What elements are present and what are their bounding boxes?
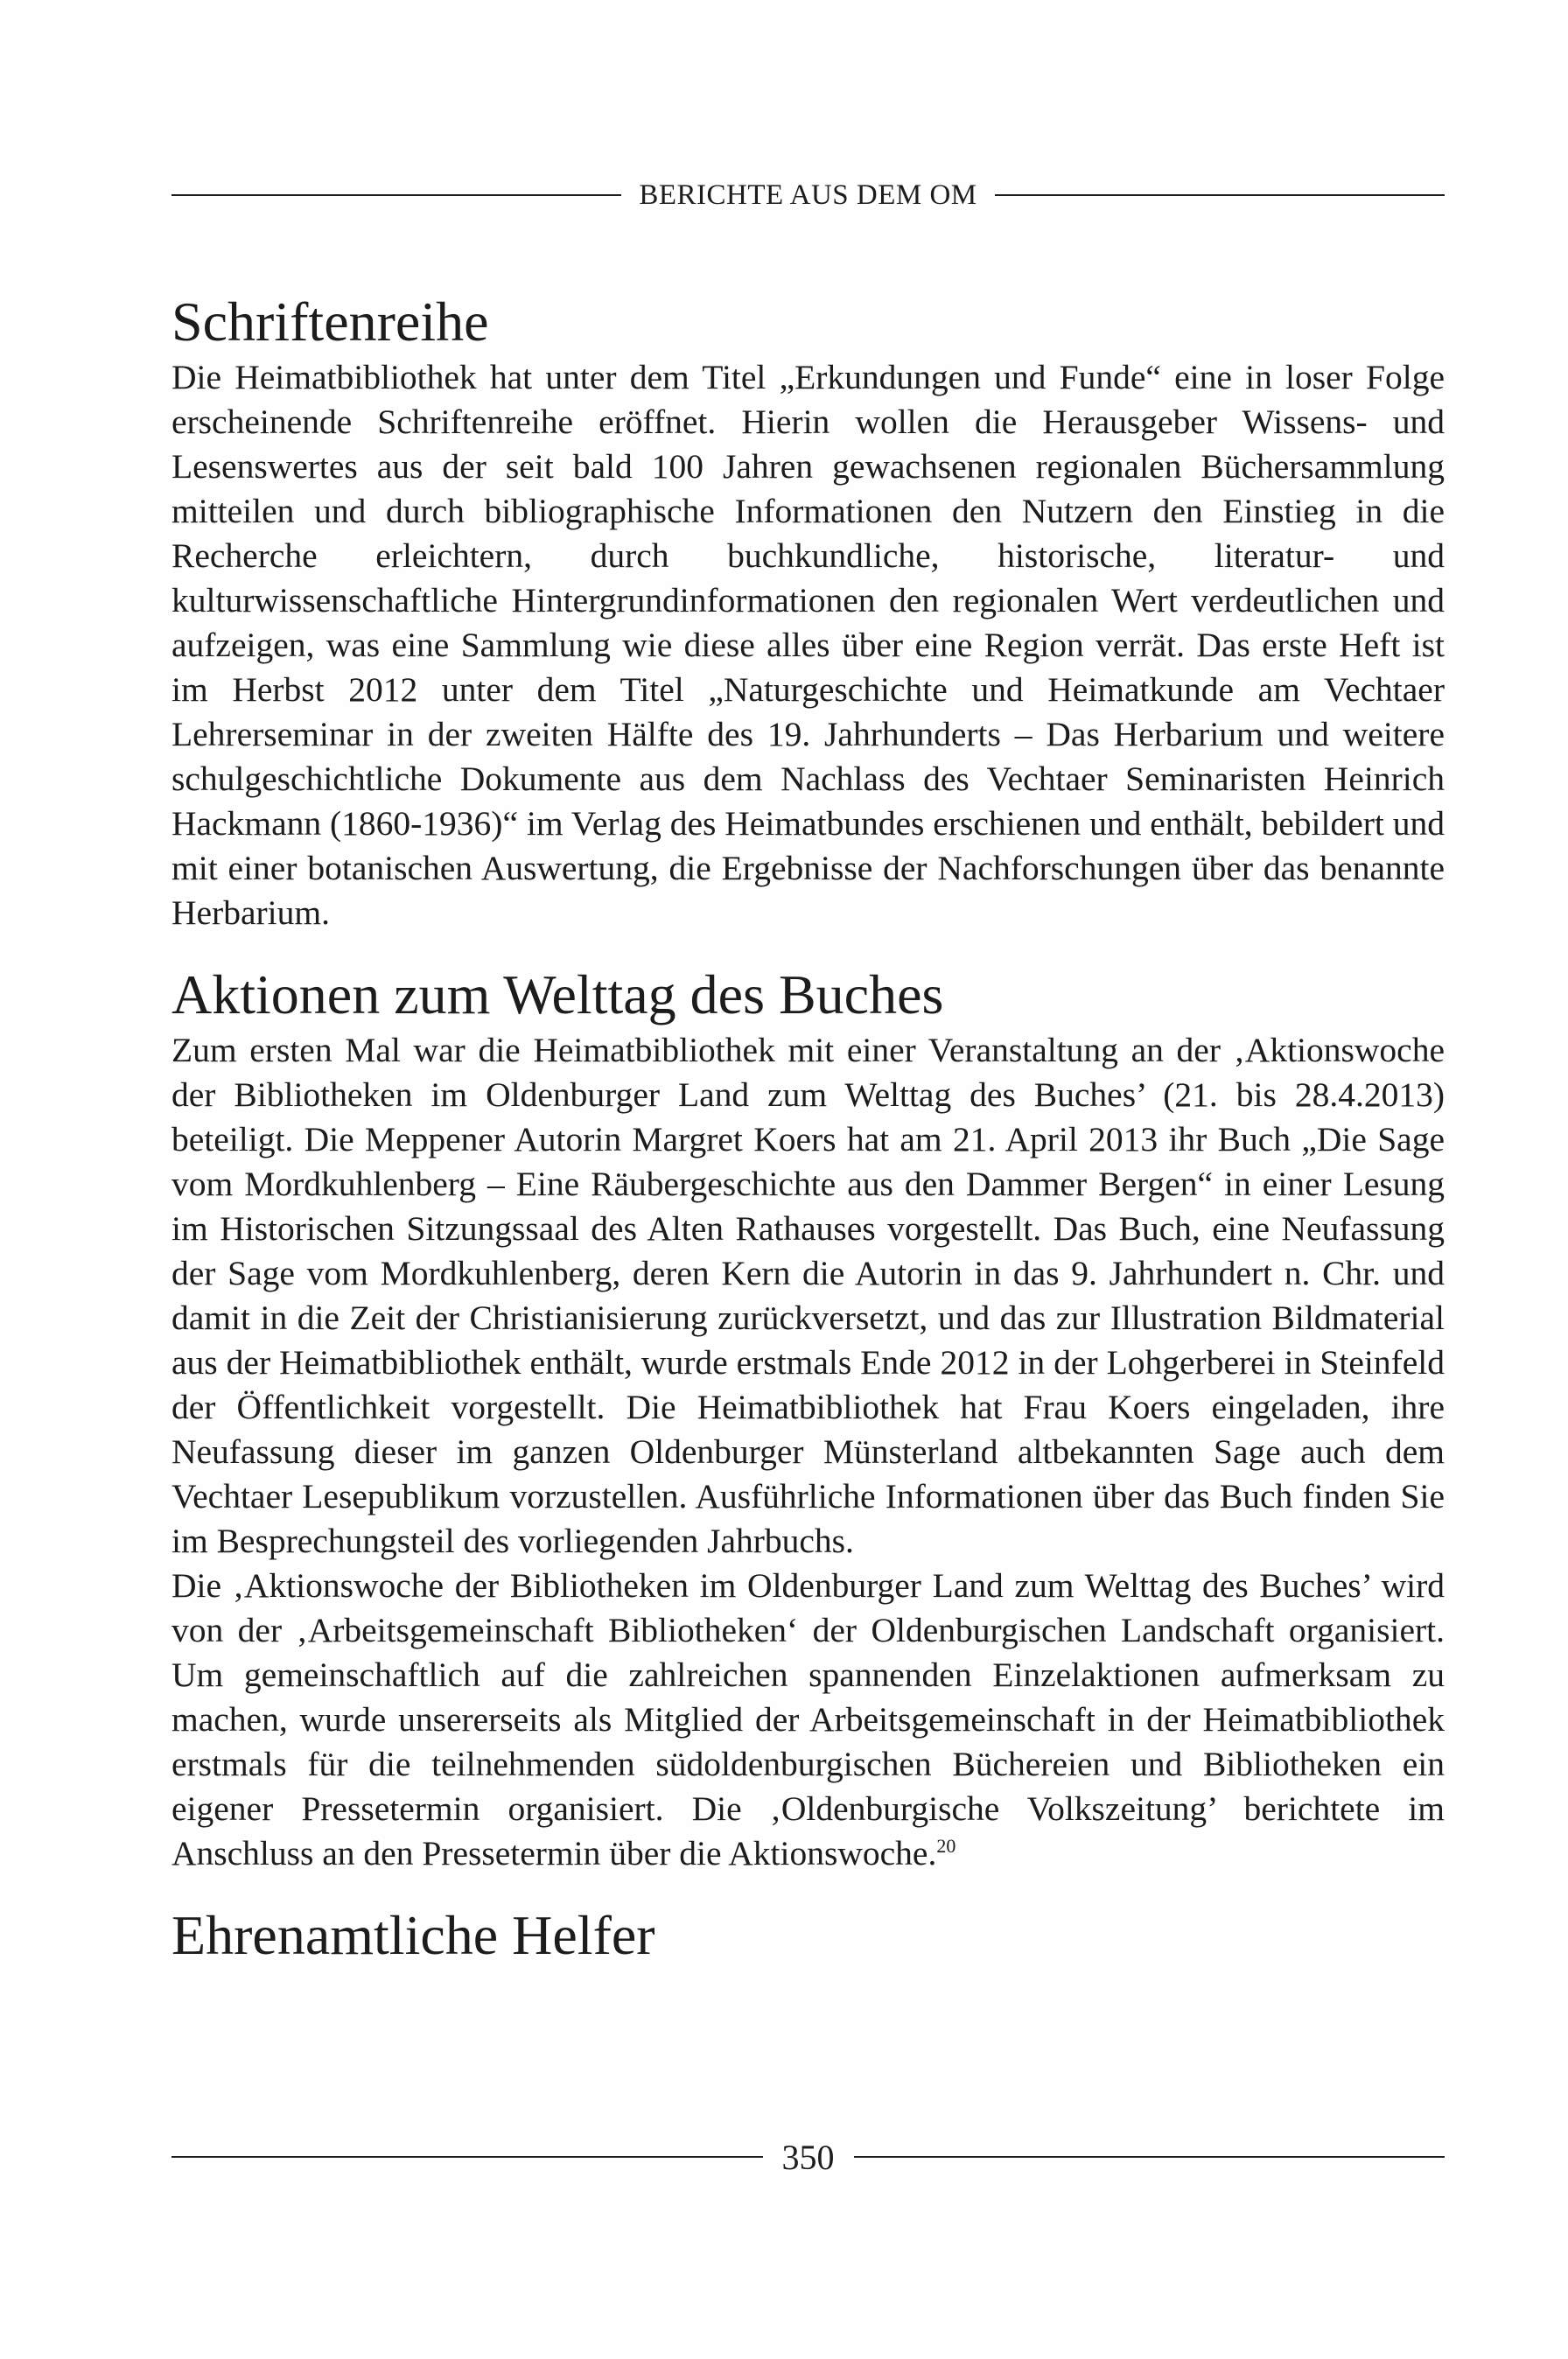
- running-head-title: BERICHTE AUS DEM OM: [639, 178, 977, 211]
- page-footer: [172, 2135, 1445, 2179]
- footnote-reference[interactable]: 20: [936, 1834, 956, 1857]
- body-paragraph: Zum ersten Mal war die Heimatbibliothek mit einer Veranstaltung an der ‚Aktionswoche der Bibliotheken im Oldenburger Land zum Welttag des Buches’ (21. bis 28.4.2013) beteiligt. Die Meppener Autorin Margret Koers hat am 21. April 2013 ihr Buch „Die Sage vom Mordkuhlenberg – Eine Räubergeschichte aus den Dammer Bergen“ in einer Lesung im Historischen Sitzungssaal des Alten Rathauses vorgestellt. Das Buch, eine Neufassung der Sage vom Mordkuhlenberg, deren Kern die Autorin in das 9. Jahrhundert n. Chr. und damit in die Zeit der Christianisierung zurückversetzt, und das zur Illustration Bildmaterial aus der Heimatbibliothek enthält, wurde erstmals Ende 2012 in der Lohgerberei in Steinfeld der Öffentlichkeit vorgestellt. Die Heimatbibliothek hat Frau Koers eingeladen, ihre Neufassung dieser im ganzen Oldenburger Münsterland altbekannten Sage auch dem Vechtaer Lesepublikum vorzustellen. Ausführliche Informationen über das Buch finden Sie im Besprechungsteil des vorliegenden Jahrbuchs.: [172, 1031, 1445, 1560]
- paragraph-text: Die ‚Aktionswoche der Bibliotheken im Oldenburger Land zum Welttag des Buches’ wird von der ‚Arbeitsgemeinschaft Bibliotheken‘ der Oldenburgischen Landschaft organisiert. Um gemeinschaftlich auf die zahlreichen spannenden Einzelaktionen aufmerksam zu machen, wurde unsererseits als Mitglied der Arbeitsgemeinschaft in der Heimatbibliothek erstmals für die teilnehmenden südoldenburgischen Büchereien und Bibliotheken ein eigener Pressetermin organisiert. Die ‚Oldenburgische Volkszeitung’ berichtete im Anschluss an den Pressetermin über die Aktionswoche.: [172, 1566, 1445, 1872]
- section-heading: Schriftenreihe: [172, 290, 489, 353]
- section-heading: Aktionen zum Welttag des Buches: [172, 963, 944, 1026]
- header-rule-right: [995, 194, 1445, 196]
- section-schriftenreihe: [172, 289, 1445, 935]
- page-body: [172, 289, 1445, 1969]
- footer-rule-left: [172, 2156, 763, 2158]
- running-head: [172, 174, 1445, 216]
- footer-rule-right: [854, 2156, 1446, 2158]
- section-welttag-des-buches: [172, 962, 1445, 1876]
- section-ehrenamtliche-helfer: [172, 1902, 1445, 1969]
- header-rule-left: [172, 194, 621, 196]
- section-heading: Ehrenamtliche Helfer: [172, 1904, 655, 1966]
- body-paragraph: Die Heimatbibliothek hat unter dem Titel „Erkundungen und Funde“ eine in loser Folge erscheinende Schriftenreihe eröffnet. Hierin wollen die Herausgeber Wissens- und Lesenswertes aus der seit bald 100 Jahren gewachsenen regionalen Büchersammlung mitteilen und durch bibliographische Informationen den Nutzern den Einstieg in die Recherche erleichtern, durch buchkundliche, historische, literatur- und kulturwissenschaftliche Hintergrundinformationen den regionalen Wert verdeutlichen und aufzeigen, was eine Sammlung wie diese alles über eine Region verrät. Das erste Heft ist im Herbst 2012 unter dem Titel „Naturgeschichte und Heimatkunde am Vechtaer Lehrerseminar in der zweiten Hälfte des 19. Jahrhunderts – Das Herbarium und weitere schulgeschichtliche Dokumente aus dem Nachlass des Vechtaer Seminaristen Heinrich Hackmann (1860-1936)“ im Verlag des Heimatbundes erschienen und enthält, bebildert und mit einer botanischen Auswertung, die Ergebnisse der Nachforschungen über das benannte Herbarium.: [172, 358, 1445, 932]
- page-number: 350: [781, 2137, 835, 2177]
- body-paragraph: [172, 1564, 1445, 1876]
